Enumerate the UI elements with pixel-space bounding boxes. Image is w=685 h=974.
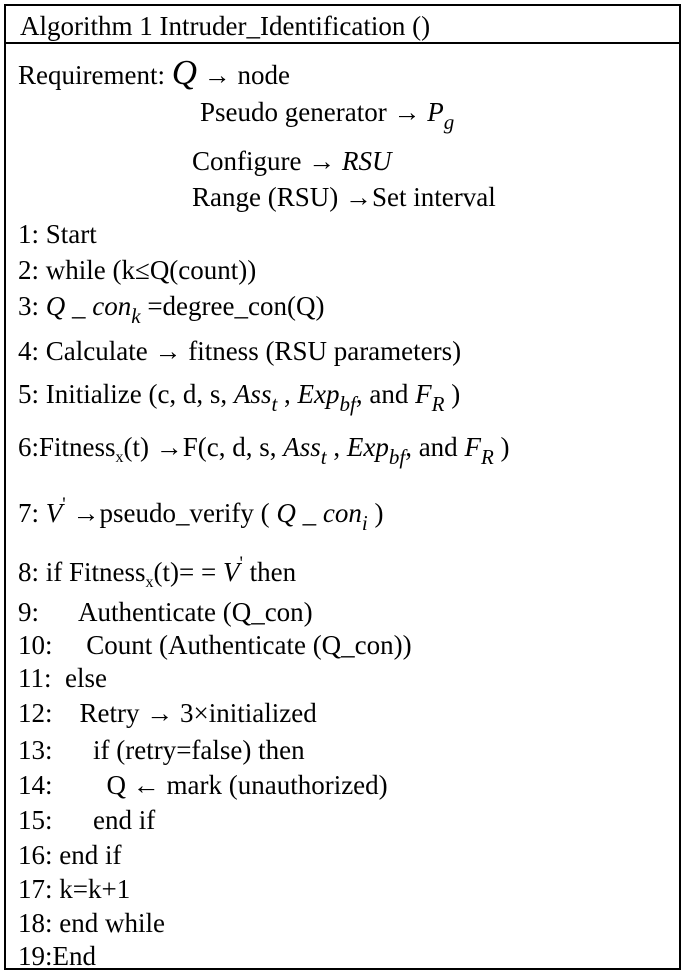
line-14-end: mark (unauthorized) [166,770,388,800]
x-subscript: x [145,574,154,591]
range-line [192,184,496,211]
line-4-start: 4: Calculate [18,336,148,366]
arrow-right-icon: → [154,336,182,366]
and-text: , and [355,379,409,409]
line-10: 10: Count (Authenticate (Q_con)) [18,630,412,660]
line-5-start: 5: Initialize (c, d, s, [18,379,228,409]
line-14-start: 14: Q [18,770,126,800]
line-17: 17: k=k+1 [18,874,131,904]
arrow-right-icon: → [203,60,231,90]
then-keyword: then [249,557,297,587]
r-subscript: R [480,445,494,469]
exp-symbol: Exp [346,432,389,462]
requirement-label: Requirement: [18,60,165,90]
f-symbol: F [415,379,432,409]
configure-label: Configure [192,146,302,176]
line-3-end: =degree_con(Q) [147,291,325,321]
line-8 [18,553,297,591]
v-symbol: V [222,557,240,587]
line-6: 6:Fitness$_x$(t) →F(c, d, s, Ass$_t$ , Exp$_{bf}$, and $F_R$ ) [18,432,510,469]
arrow-left-icon: ← [132,770,160,800]
and-text: , and [405,432,458,462]
line-18: 18: end while [18,908,165,938]
line-2-end: Q(count)) [149,255,257,285]
pg-subscript: g [443,110,455,134]
line-13: 13: if (retry=false) then [18,735,305,765]
req-q-symbol: Q [171,53,197,92]
exp-symbol: Exp [297,379,340,409]
le-symbol: ≤ [134,255,150,285]
line-14 [18,772,388,799]
t-subscript: t [320,445,327,469]
i-subscript: i [361,511,368,535]
line-15: 15: end if [18,805,156,835]
f-symbol: F [464,432,481,462]
algorithm-box [4,4,681,970]
v-symbol: V [45,498,63,528]
pseudo-generator-label: Pseudo generator [200,97,387,127]
line-7-number: 7: [18,498,40,528]
arrow-right-icon: → [155,432,183,462]
ass-symbol: Ass [283,432,321,462]
close-paren: ) [500,432,510,462]
line-4-end: fitness (RSU parameters) [188,336,462,366]
line-2 [18,257,256,284]
x-subscript: x [115,449,124,466]
line-6-f: F(c, d, s, [182,432,277,462]
arrow-right-icon: → [344,182,372,212]
requirement-line [18,55,290,90]
line-8-eq: (t)= = [153,557,217,587]
q-con-symbol: Q _ con [45,291,132,321]
line-11: 11: else [18,663,107,693]
line-7-verify: pseudo_verify ( [99,498,270,528]
line-3-number: 3: [18,291,40,321]
line-19: 19:End [18,941,96,971]
line-6-t: (t) [123,432,150,462]
prime-mark: ' [239,553,243,574]
configure-line [192,148,391,175]
bf-subscript: bf [339,392,356,416]
algorithm-title: Algorithm 1 Intruder_Identification () [20,11,431,41]
line-7 [18,494,384,535]
line-9: 9: Authenticate (Q_con) [18,597,313,627]
arrow-right-icon: → [393,97,421,127]
arrow-right-icon: → [146,698,174,728]
range-label: Range (RSU) [192,182,339,212]
pseudo-generator-line [200,97,455,134]
line-4 [18,338,461,365]
line-8-start: 8: if Fitness [18,557,146,587]
t-subscript: t [271,392,278,416]
req-node: node [237,60,290,90]
k-subscript: k [131,304,141,328]
three-value: 3 [180,698,194,728]
close-paren: ) [374,498,384,528]
line-1: 1: Start [18,219,97,249]
q-con-symbol: Q _ con [276,498,362,528]
set-interval-label: Set interval [371,182,496,212]
line-12 [18,700,317,727]
prime-mark: ' [62,494,66,515]
arrow-right-icon: → [308,146,336,176]
r-subscript: R [431,392,445,416]
rsu-symbol: RSU [341,146,392,176]
bf-subscript: bf [388,445,406,469]
line-6-start: 6:Fitness [18,432,116,462]
line-2-start: 2: while (k [18,255,135,285]
initialized-text: initialized [208,698,317,728]
times-symbol: × [193,698,209,728]
arrow-right-icon: → [72,498,100,528]
line-16: 16: end if [18,840,122,870]
pg-symbol: P [427,97,444,127]
line-5: 5: Initialize (c, d, s, Ass$_t$ , Exp$_{bf}$, and $F_R$ ) [18,379,461,416]
ass-symbol: Ass [233,379,272,409]
line-3 [18,291,325,328]
algorithm-title-bar [6,6,679,44]
close-paren: ) [451,379,461,409]
line-12-start: 12: Retry [18,698,140,728]
